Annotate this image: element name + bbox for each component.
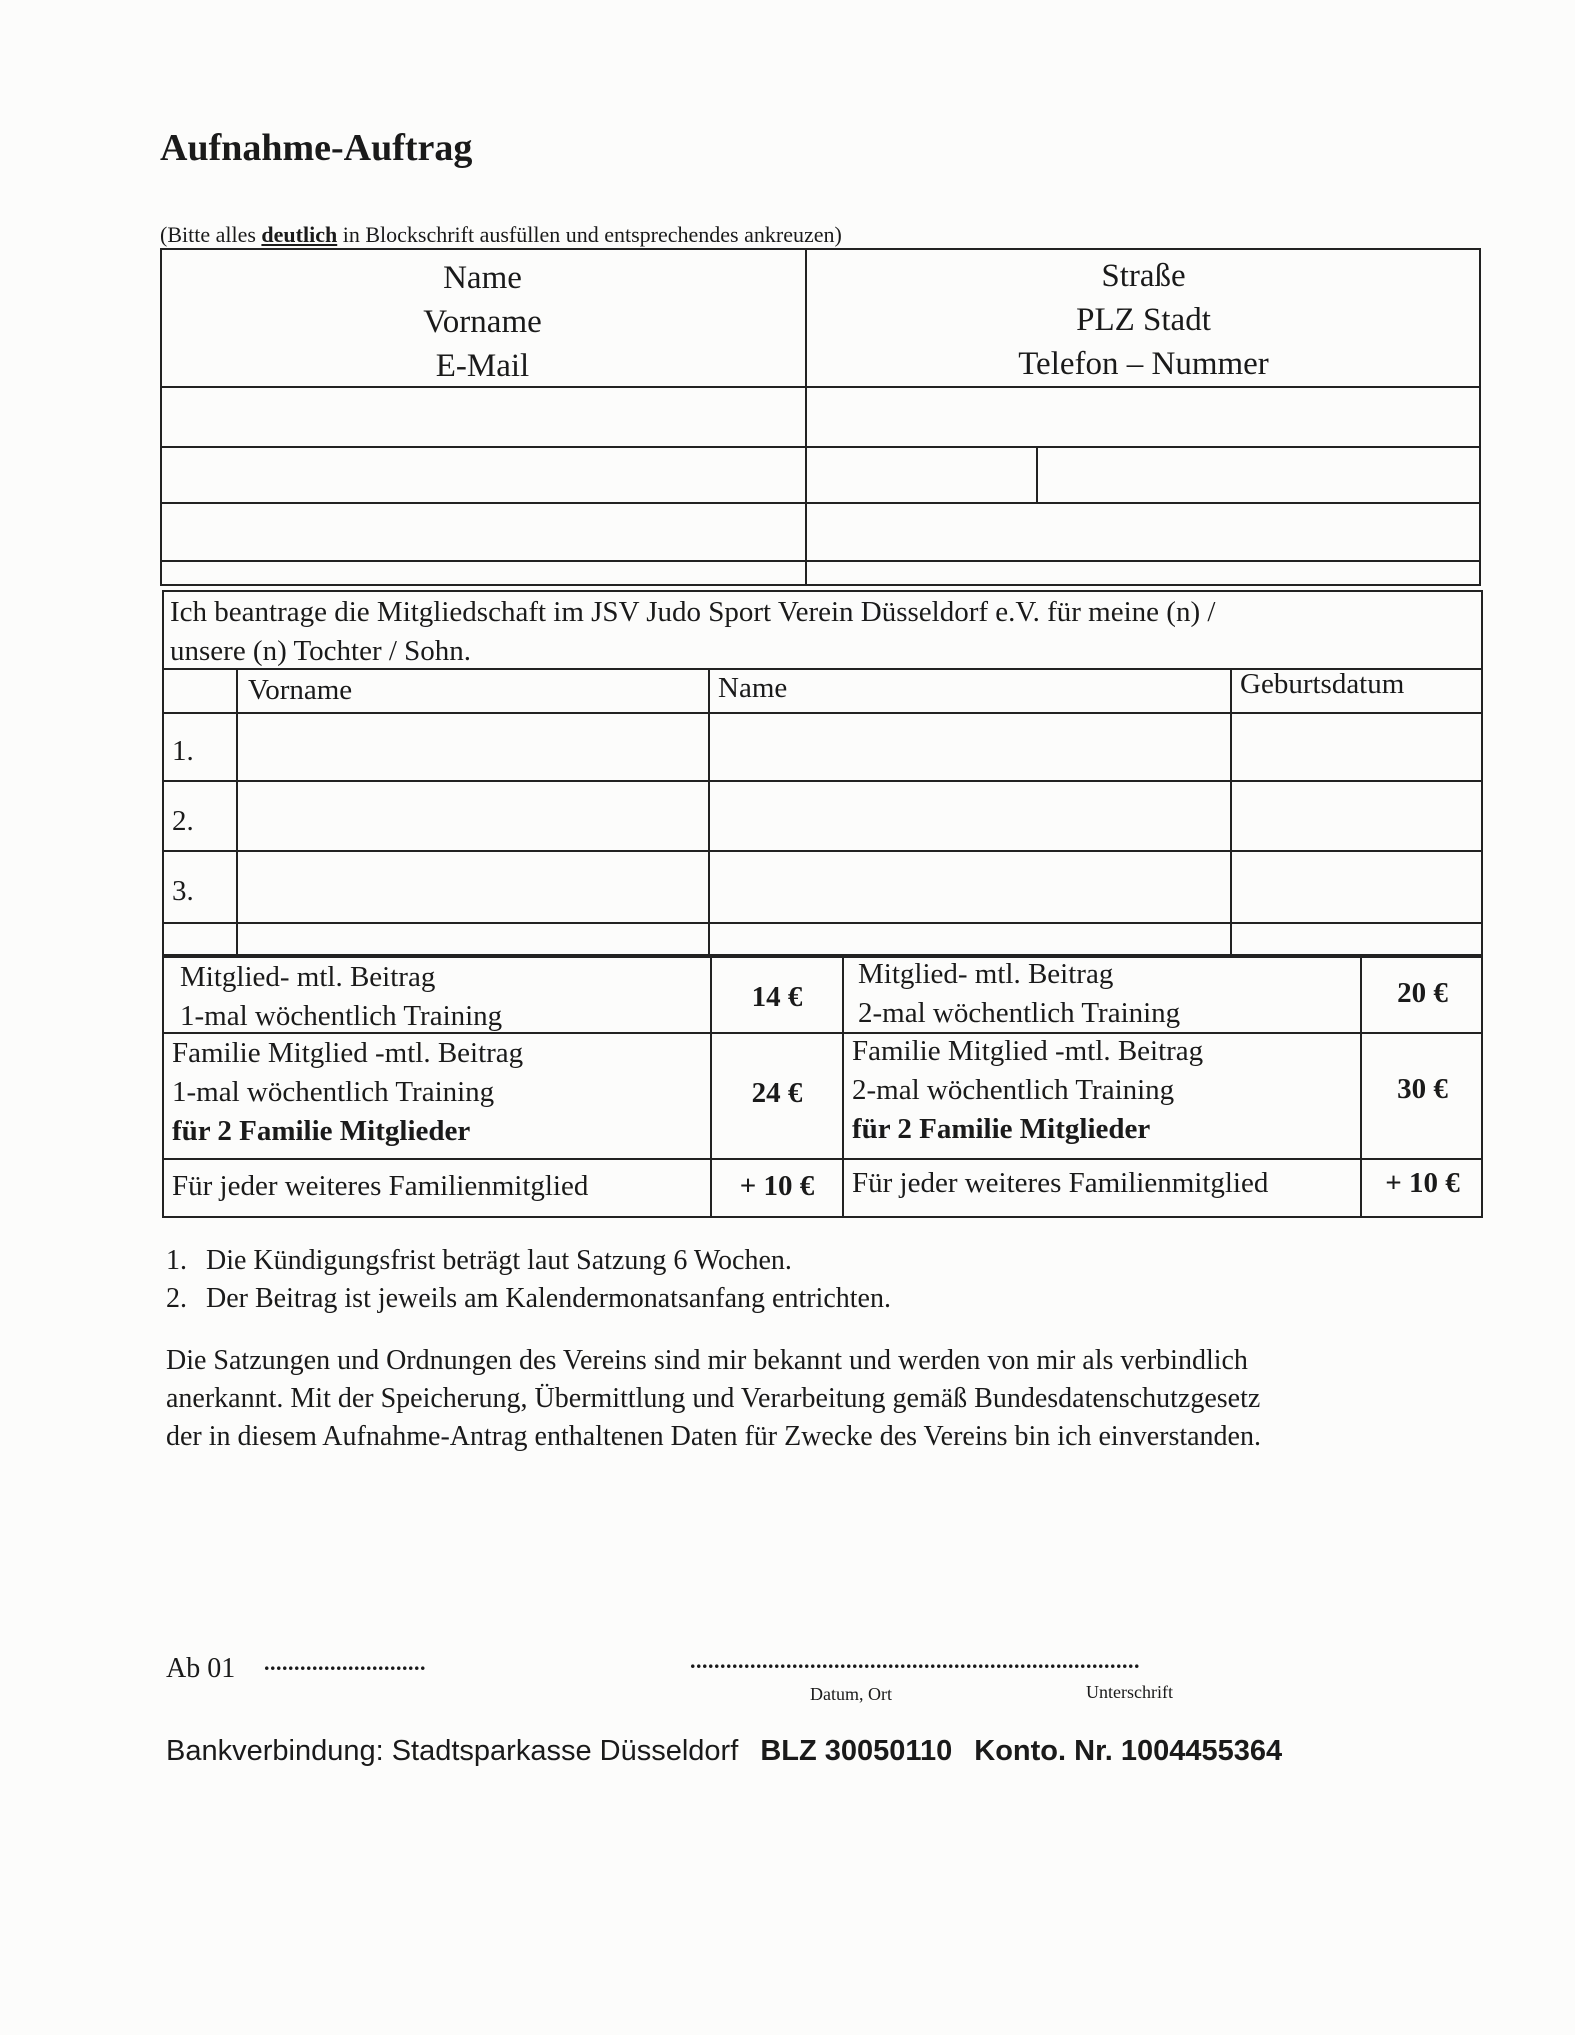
- fee-family-2x-text: [852, 1032, 1203, 1149]
- fee-single-1x-text: [180, 958, 502, 1036]
- fee-extra-member-left-price: + 10 €: [739, 1170, 815, 1202]
- header-email: E-Mail: [435, 348, 530, 384]
- note-2: [166, 1280, 891, 1318]
- signature-field[interactable]: ...........................................................................: [690, 1648, 1140, 1673]
- note-1: [166, 1242, 792, 1280]
- start-date-label: Ab 01: [166, 1653, 236, 1684]
- header-vorname: Vorname: [423, 304, 542, 340]
- note-1-text: Die Kündigungsfrist beträgt laut Satzung 6 Wochen.: [206, 1245, 792, 1276]
- child-2-vorname-field[interactable]: [238, 782, 706, 848]
- plz-field[interactable]: [807, 448, 1034, 500]
- bank-label: Bankverbindung: Stadtsparkasse Düsseldorf: [166, 1735, 739, 1767]
- row-number-1: 1.: [172, 735, 194, 767]
- consent-line-3: der in diesem Aufnahme-Antrag enthaltenen Daten für Zwecke des Vereins bin ich einverstanden.: [166, 1421, 1261, 1452]
- instruction-post: in Blockschrift ausfüllen und entsprechendes ankreuzen): [337, 222, 842, 247]
- fee-single-2x-line-2: 2-mal wöchentlich Training: [858, 997, 1181, 1029]
- fee-family-2x-line-3: für 2 Familie Mitglieder: [852, 1113, 1151, 1145]
- header-name: Name: [443, 260, 522, 296]
- child-2-name-field[interactable]: [710, 782, 1228, 848]
- bank-konto: Konto. Nr. 1004455364: [974, 1735, 1283, 1767]
- fee-family-1x-price: 24 €: [751, 1077, 803, 1109]
- fee-single-2x-text: [858, 955, 1180, 1033]
- signature-label: Unterschrift: [1086, 1682, 1173, 1702]
- header-telefon: Telefon – Nummer: [1018, 346, 1269, 382]
- note-1-number: 1.: [166, 1245, 187, 1276]
- stadt-field[interactable]: [1038, 448, 1479, 500]
- instruction-emphasis: deutlich: [261, 222, 338, 247]
- child-1-vorname-field[interactable]: [238, 714, 706, 778]
- fee-family-1x-text: [172, 1034, 523, 1151]
- consent-statement: [166, 1342, 1261, 1456]
- col-geburtsdatum: Geburtsdatum: [1240, 668, 1405, 700]
- child-1-name-field[interactable]: [710, 714, 1228, 778]
- bank-details: [166, 1735, 1282, 1768]
- fee-single-1x-line-1: Mitglied- mtl. Beitrag: [180, 961, 436, 993]
- email-field[interactable]: [162, 504, 803, 558]
- address-header-right: [806, 254, 1481, 386]
- note-2-number: 2.: [166, 1283, 187, 1314]
- fee-family-2x-price: 30 €: [1397, 1073, 1448, 1105]
- consent-line-2: anerkannt. Mit der Speicherung, Übermittlung und Verarbeitung gemäß Bundesdatenschutzgesetz: [166, 1383, 1261, 1414]
- fee-family-1x-line-1: Familie Mitglied -mtl. Beitrag: [172, 1037, 524, 1069]
- fee-family-1x-line-3: für 2 Familie Mitglieder: [172, 1115, 471, 1147]
- membership-line-1: Ich beantrage die Mitgliedschaft im JSV Judo Sport Verein Düsseldorf e.V. für meine (n) /: [170, 596, 1216, 628]
- col-name: Name: [718, 672, 788, 704]
- telefon-field[interactable]: [807, 504, 1479, 558]
- note-2-text: Der Beitrag ist jeweils am Kalendermonatsanfang entrichten.: [206, 1283, 891, 1314]
- fee-family-2x-line-1: Familie Mitglied -mtl. Beitrag: [852, 1035, 1204, 1067]
- fee-extra-member-left-text: Für jeder weiteres Familienmitglied: [172, 1170, 589, 1202]
- vorname-field[interactable]: [162, 448, 803, 500]
- fee-extra-member-right-price: + 10 €: [1385, 1167, 1460, 1199]
- strasse-field[interactable]: [807, 388, 1479, 444]
- membership-statement: [170, 593, 1470, 671]
- instruction-pre: (Bitte alles: [160, 222, 262, 247]
- row-number-3: 3.: [172, 875, 194, 907]
- form-title: Aufnahme-Auftrag: [160, 127, 473, 169]
- fee-single-2x-line-1: Mitglied- mtl. Beitrag: [858, 958, 1114, 990]
- date-place-label: Datum, Ort: [810, 1684, 892, 1704]
- child-2-geburtsdatum-field[interactable]: [1232, 782, 1481, 848]
- membership-line-2: unsere (n) Tochter / Sohn.: [170, 635, 472, 667]
- start-date-field[interactable]: ...........................: [264, 1650, 426, 1675]
- name-field[interactable]: [162, 388, 803, 444]
- fee-single-1x-price: 14 €: [751, 981, 803, 1013]
- row-number-2: 2.: [172, 805, 194, 837]
- fee-family-2x-line-2: 2-mal wöchentlich Training: [852, 1074, 1175, 1106]
- address-header-left: [160, 256, 805, 388]
- col-vorname: Vorname: [248, 674, 353, 706]
- header-strasse: Straße: [1101, 258, 1186, 294]
- child-3-name-field[interactable]: [710, 852, 1228, 920]
- instruction-text: [160, 222, 842, 248]
- consent-line-1: Die Satzungen und Ordnungen des Vereins sind mir bekannt und werden von mir als verbindlich: [166, 1345, 1248, 1376]
- child-3-vorname-field[interactable]: [238, 852, 706, 920]
- fee-single-2x-price: 20 €: [1397, 977, 1448, 1009]
- fee-single-1x-line-2: 1-mal wöchentlich Training: [180, 1000, 503, 1032]
- child-3-geburtsdatum-field[interactable]: [1232, 852, 1481, 920]
- bank-blz: BLZ 30050110: [760, 1735, 953, 1767]
- header-plz-stadt: PLZ Stadt: [1076, 302, 1211, 338]
- fee-extra-member-right-text: Für jeder weiteres Familienmitglied: [852, 1167, 1269, 1199]
- fee-family-1x-line-2: 1-mal wöchentlich Training: [172, 1076, 495, 1108]
- child-1-geburtsdatum-field[interactable]: [1232, 714, 1481, 778]
